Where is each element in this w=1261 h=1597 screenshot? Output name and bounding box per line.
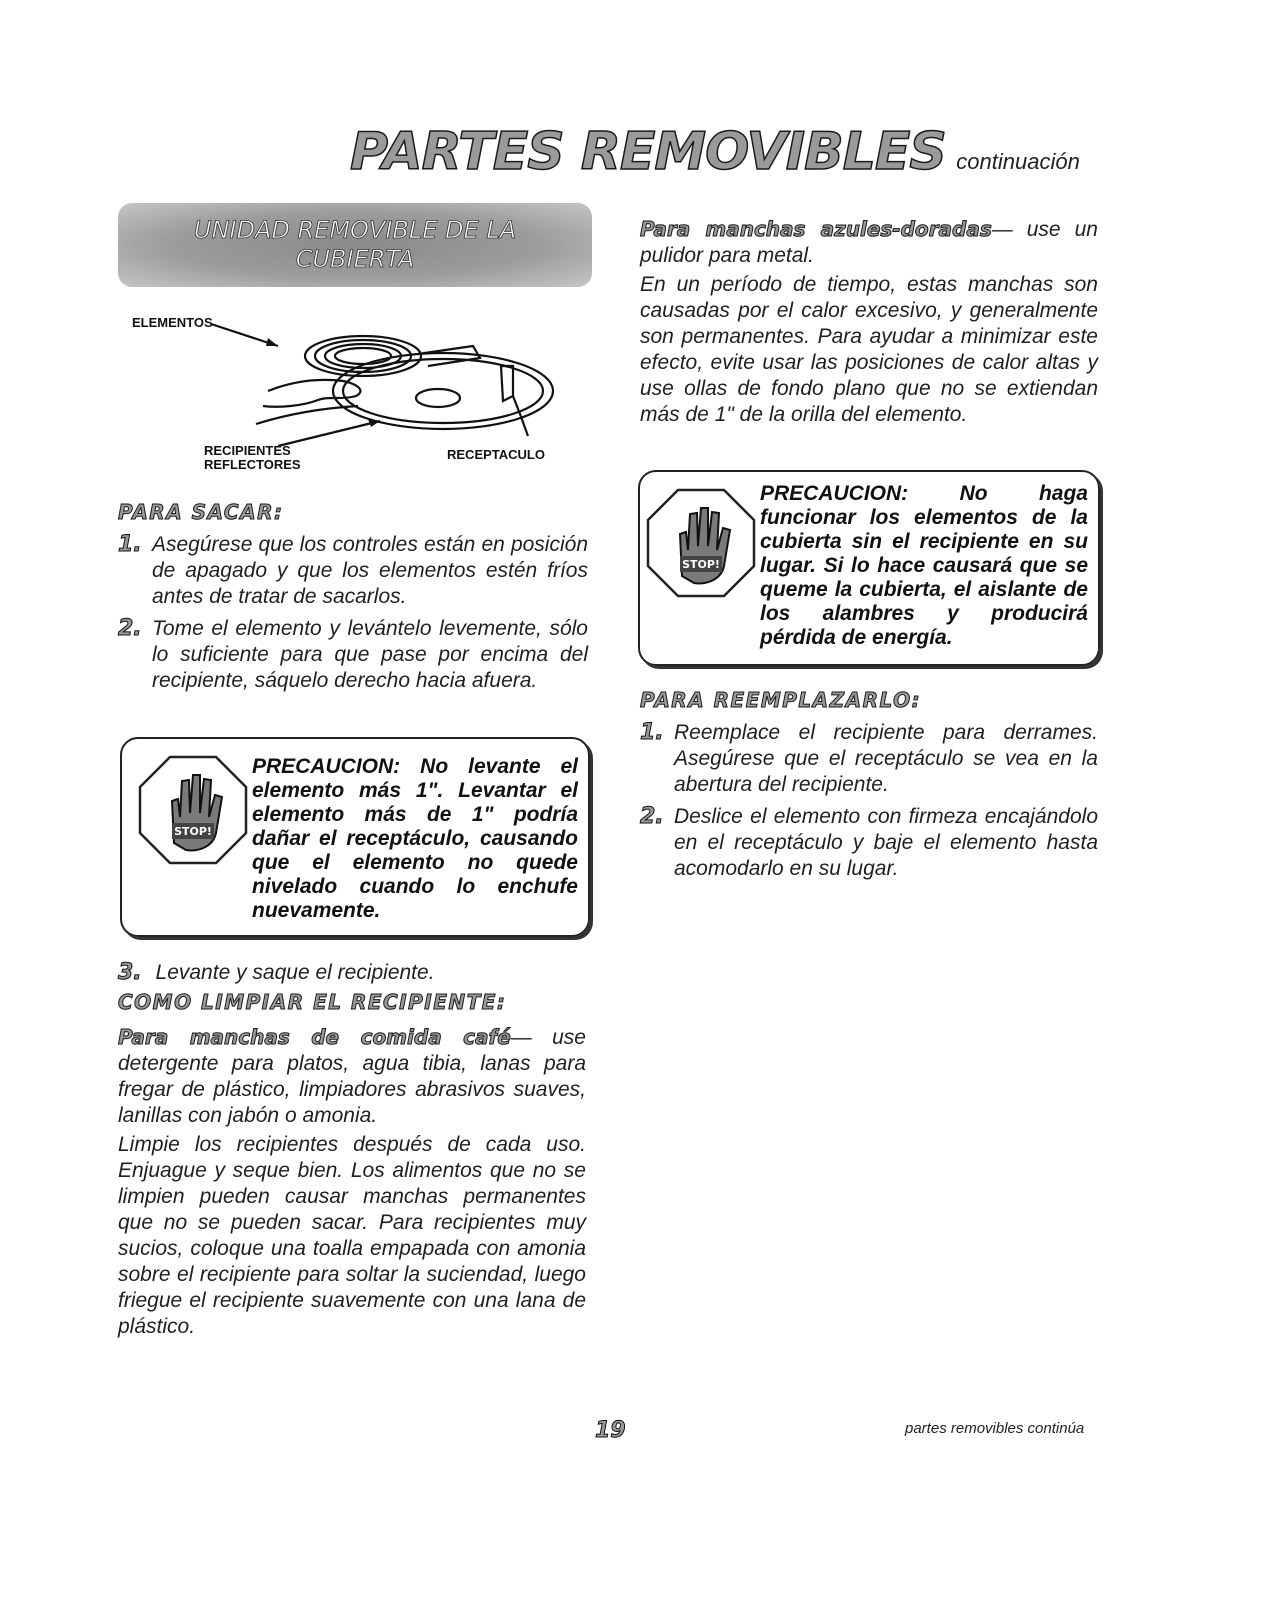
step-number: 1. [118, 532, 142, 557]
brown-stains-text: — use detergente para platos, agua tibia, lanas para fregar de plástico, limpiadores abrasivos suaves, lanillas con jabón o amonia. [118, 1026, 586, 1127]
step-text: Deslice el elemento con firmeza encajándolo en el receptáculo y baje el elemento hasta acomodarlo en su lugar. [674, 805, 1098, 880]
caution-text: PRECAUCION: No levante el elemento más 1". Levantar el elemento más de 1" podría dañar el receptáculo, causando que el elemento no quede nivelado cuando lo enchufe nuevamente. [252, 755, 578, 922]
stop-hand-icon [646, 488, 756, 598]
step-text: Tome el elemento y levántelo levemente, sólo lo suficiente para que pase por encima del recipiente, sáquelo derecho hacia afuera. [152, 617, 588, 692]
step-text: Levante y saque el recipiente. [155, 961, 435, 984]
step-number: 3. [118, 960, 142, 985]
remove-heading: PARA SACAR: [118, 500, 284, 524]
blue-stains-paragraph [640, 216, 1098, 269]
caution-box-pan [638, 470, 1100, 666]
list-item [640, 804, 1098, 882]
page-title: PARTES REMOVIBLES [350, 122, 946, 182]
arrowhead-icon [368, 419, 380, 427]
caution-box-lift [120, 737, 590, 937]
label-receptacle: RECEPTACULO [447, 447, 545, 462]
section-banner [118, 203, 592, 287]
brown-stains-paragraph [118, 1024, 586, 1129]
label-recipients-line1: RECIPIENTES [204, 443, 291, 458]
page-header [350, 122, 1080, 182]
label-recipients [204, 444, 301, 472]
title-suffix: continuación [956, 149, 1080, 174]
brown-stains-lead: Para manchas de comida café [118, 1025, 511, 1049]
clean-heading: COMO LIMPIAR EL RECIPIENTE: [118, 990, 507, 1014]
banner-text: UNIDAD REMOVIBLE DE LA CUBIERTA [193, 216, 517, 273]
replace-heading: PARA REEMPLAZARLO: [640, 688, 922, 712]
replace-steps [640, 720, 1098, 888]
blue-stains-explanation: En un período de tiempo, estas manchas son causadas por el calor excesivo, y generalmente son permanentes. Para ayudar a minimizar este efecto, evite usar las posiciones de calor altas y use ollas de fondo plano que no se extiendan más de 1" de la orilla del elemento. [640, 273, 1098, 426]
remove-steps [118, 532, 588, 700]
label-recipients-line2: REFLECTORES [204, 457, 301, 472]
page-number: 19 [595, 1418, 626, 1443]
label-elements: ELEMENTOS [132, 315, 213, 330]
step-number: 2. [118, 616, 142, 641]
step-number: 1. [640, 720, 664, 745]
blue-stains-lead: Para manchas azules-doradas [640, 217, 992, 241]
list-item [640, 720, 1098, 798]
arrowhead-icon [266, 338, 278, 346]
svg-text:STOP!: STOP! [682, 558, 720, 571]
svg-text:STOP!: STOP! [174, 825, 212, 838]
list-item [118, 532, 588, 610]
stop-hand-icon [138, 755, 248, 865]
list-item [118, 616, 588, 694]
step-three [118, 960, 588, 986]
step-text: Asegúrese que los controles están en posición de apagado y que los elementos estén fríos antes de tratar de sacarlos. [152, 533, 588, 608]
caution-text: PRECAUCION: No haga funcionar los elementos de la cubierta sin el recipiente en su lugar. Si lo hace causará que se queme la cubierta, el aislante de los alambres y producirá pérdida de energía. [760, 482, 1088, 649]
step-text: Reemplace el recipiente para derrames. Asegúrese que el receptáculo se vea en la abertura del recipiente. [674, 721, 1098, 796]
footer-note: partes removibles continúa [905, 1420, 1085, 1437]
clean-paragraph: Limpie los recipientes después de cada uso. Enjuague y seque bien. Los alimentos que no se limpien pueden causar manchas permanentes que no se pueden sacar. Para recipientes muy sucios, coloque una toalla empapada con amonia sobre el recipiente para soltar la suciendad, luego friegue el recipiente suavemente con una lana de plástico. [118, 1133, 586, 1338]
step-number: 2. [640, 804, 664, 829]
blue-stains-text: — use un pulidor para metal. [640, 218, 1098, 267]
